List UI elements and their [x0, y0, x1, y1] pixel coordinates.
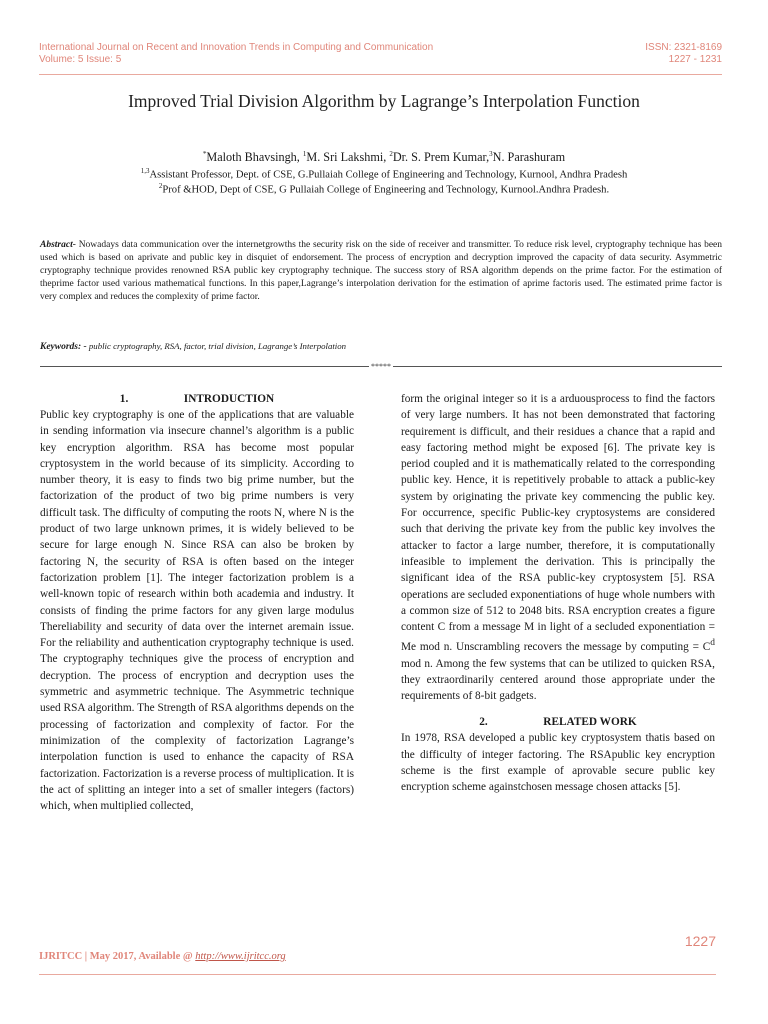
abstract-text: Nowadays data communication over the internetgrowths the security risk on the side of receiver and transmitter. To reduce risk level, cryptography technique has been used which is based on aprivate and public key in disquiet of endorsement. The process of encryption and decryption improved the capacity of data security. Asymmetric cryptography technique provides renowned RSA public key cryptography technique. The success story of RSA algorithm depends on the prime factor. For the estimation of theprime factor used various mathematical functions. In this paper,Lagrange’s interpolation derivation for the estimation of aprime factoris used. The estimated prime factor is very complex and reduces the complexity of prime factor. — [40, 240, 722, 302]
page-number: 1227 — [684, 933, 716, 949]
superscript: d — [710, 638, 715, 649]
right-column — [401, 391, 715, 796]
separator-line — [40, 366, 369, 367]
section-title: INTRODUCTION — [183, 393, 275, 405]
section-number: 2. — [479, 716, 488, 729]
affiliation — [0, 179, 768, 198]
separator-line — [393, 366, 722, 367]
left-column — [40, 391, 354, 814]
header-rule — [39, 74, 722, 75]
footer-rule — [39, 974, 716, 975]
affiliation-text: Assistant Professor, Dept. of CSE, G.Pullaiah College of Engineering and Technology, Kurnool, Andhra Pradesh — [149, 169, 628, 181]
author-sup: 3 — [489, 150, 493, 158]
footer-link[interactable]: http://www.ijritcc.org — [195, 951, 286, 962]
paragraph-text: form the original integer so it is a arduousprocess to find the factors of very large numbers. It has not been demonstrated that factoring requirement is difficult, and their residues a chance that a rapid and easy factoring method might be exposed [6]. The private key is period coupled and it is mathematically related to the corresponding public key. Hence, it is repetitively probable to attack a public-key system by originating the private key commencing the public key. For occurrence, specific Public-key cryptosystems are considered such that deriving the private key from the public key involves the attacker to factor a large number, therefore, it is computationally infeasible to implement the derivation. This is principally the significant idea of the RSA public-key cryptosystem [5]. RSA operations are secluded exponentiations of huge whole numbers with a common size of 512 to 2048 bits. RSA encryption creates a figure content C from a message M in light of a secluded exponentiation = Me mod n. Unscrambling recovers the message by computing = C — [401, 393, 715, 654]
journal-name: International Journal on Recent and Innovation Trends in Computing and Communication — [39, 42, 434, 53]
author-name: Dr. S. Prem Kumar, — [392, 150, 490, 165]
footer-text — [39, 951, 286, 962]
issn: ISSN: 2321-8169 — [645, 42, 722, 53]
author-sup: 1 — [302, 150, 307, 158]
journal-header — [39, 42, 722, 66]
body-paragraph: In 1978, RSA developed a public key cryptosystem thatis based on the difficulty of integer factoring. The RSApublic key encryption scheme is the first example of aprovable secure public key encryption scheme againstchosen message chosen attacks [5]. — [401, 732, 715, 794]
affiliation-text: Prof &HOD, Dept of CSE, G Pullaiah College of Engineering and Technology, Kurnool.Andhra Pradesh. — [162, 184, 610, 196]
author-name: N. Parashuram — [492, 150, 566, 165]
keywords — [40, 340, 722, 354]
paragraph-text: mod n. Among the few systems that can be utilized to quicken RSA, they extraordinarily centered around those appropriate under the requirements of 8-bit gadgets. — [401, 657, 715, 703]
affiliation-sup: 2 — [158, 182, 163, 190]
section-heading-introduction — [40, 391, 354, 407]
section-title: RELATED WORK — [543, 716, 637, 729]
section-separator — [40, 362, 722, 371]
footer-label: IJRITCC | May 2017, Available @ — [39, 951, 196, 962]
abstract — [40, 239, 722, 304]
author-list — [0, 146, 768, 165]
body-paragraph — [401, 391, 715, 704]
body-paragraph: Public key cryptography is one of the applications that are valuable in sending information via insecure channel’s algorithm is a public key encryption algorithm. RSA has become most popular cryptosystem in the world because of its simplicity. According to number theory, it is easy to finds two big prime number, but the factorization of the product of two big prime numbers is very difficult task. The difficulty of computing the roots N, where N is the product of two large unknown primes, it is widely believed to be secure for large enough N. Since RSA can also be broken by factoring N, the security of RSA is often based on the integer factorization problem [1]. The integer factorization problem is a well-known topic of research within both academia and industry. It consists of finding the prime factors for any given large modulus Thereliability and security of data over the internet aremain issue. For the reliability and authentication cryptography technique is used. The cryptography techniques give the process of encryption and decryption. The process of encryption and decryption uses the symmetric and asymmetric technique. The Asymmetric technique used RSA algorithm. The Strength of RSA algorithms depends on the processing of factorization and complexity of factor. For the minimization of the complexity of factorization Lagrange’s interpolation function is used to enhance the capacity of RSA factorization. Factorization is a reverse process of multiplication. It is the act of splitting an integer into a set of smaller integers (factors) which, when multiplied collected, — [40, 409, 355, 813]
separator-stars: ***** — [371, 362, 391, 371]
keywords-label: Keywords: - — [40, 342, 87, 352]
author-sup: 2 — [389, 150, 393, 158]
paper-title: Improved Trial Division Algorithm by Lagrange’s Interpolation Function — [128, 91, 640, 111]
author-sup: * — [202, 150, 207, 158]
affiliation-sup: 1,3 — [140, 167, 150, 175]
abstract-label: Abstract- — [40, 240, 76, 250]
author-name: M. Sri Lakshmi, — [306, 150, 390, 165]
author-name: Maloth Bhavsingh, — [206, 150, 303, 165]
section-number: 1. — [119, 393, 129, 405]
keywords-text: public cryptography, RSA, factor, trial division, Lagrange’s Interpolation — [86, 341, 347, 351]
volume-issue: Volume: 5 Issue: 5 — [39, 54, 122, 65]
page-range: 1227 - 1231 — [668, 54, 722, 65]
section-heading-related-work — [401, 714, 715, 730]
